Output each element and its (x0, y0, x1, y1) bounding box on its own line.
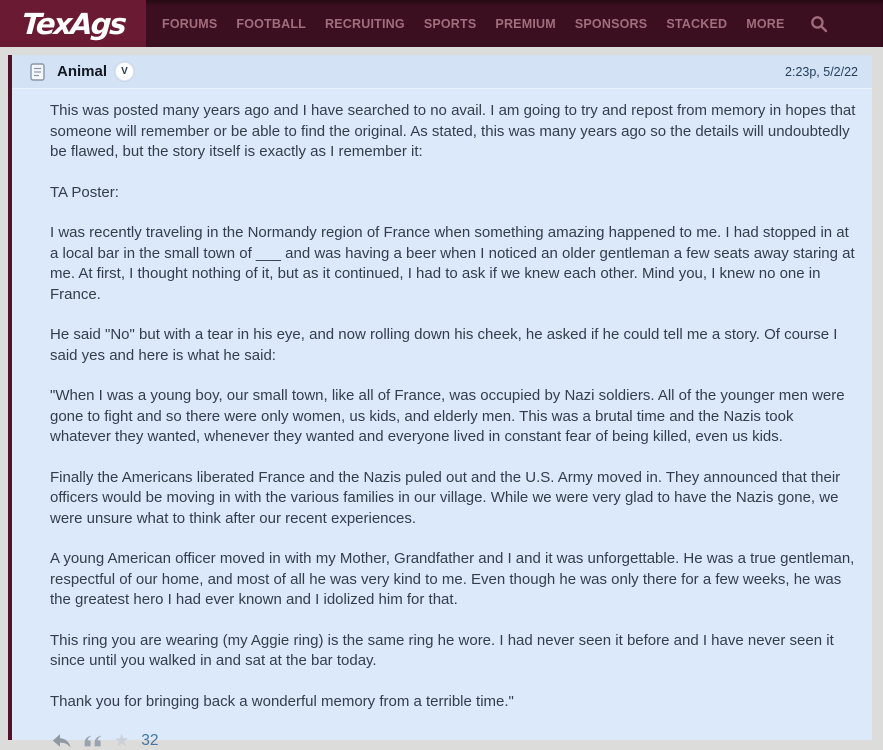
texags-logo[interactable] (0, 0, 146, 47)
nav-item-recruiting[interactable]: RECRUITING (325, 16, 405, 31)
nav-item-sports[interactable]: SPORTS (423, 16, 477, 31)
logo-text: TexAgs (20, 6, 126, 41)
post-paragraph: This ring you are wearing (my Aggie ring) is the same ring he wore. I had never seen it before and I have never seen it since until you walked in and sat at the bar today. (50, 631, 834, 669)
nav-item-sponsors[interactable]: SPONSORS (574, 16, 648, 31)
top-nav (0, 0, 883, 47)
post-paragraph: "When I was a young boy, our small town, like all of France, was occupied by Nazi soldiers. All of the younger men were gone to fight and so there were only women, us kids, and elderly men. This was a brutal time and the Nazis took whatever they wanted, whenever they wanted and everyone lived in constant fear of being killed, even us kids. (50, 387, 845, 445)
quote-icon[interactable] (83, 734, 102, 748)
post-paragraph: He said "No" but with a tear in his eye, and now rolling down his cheek, he asked if he could tell me a story. Of course I said yes and here is what he said: (50, 326, 838, 364)
post-paragraph: TA Poster: (50, 183, 119, 201)
reply-icon[interactable] (52, 733, 71, 749)
nav-item-football[interactable]: FOOTBALL (236, 16, 307, 31)
nav-item-more[interactable]: MORE (746, 16, 785, 31)
post-timestamp: 2:23p, 5/2/22 (785, 64, 858, 79)
post-footer (12, 732, 872, 750)
author-badge[interactable]: V (115, 62, 134, 81)
post-author[interactable]: Animal (57, 63, 108, 80)
post-body (12, 89, 872, 712)
memo-icon (30, 63, 45, 81)
search-icon[interactable] (810, 15, 828, 33)
post-paragraph: Thank you for bringing back a wonderful memory from a terrible time." (50, 692, 514, 710)
nav-item-stacked[interactable]: STACKED (666, 16, 728, 31)
nav-menu (162, 0, 828, 47)
post-paragraph: I was recently traveling in the Normandy region of France when something amazing happened to me. I had stopped in at a local bar in the small town of ___ and was having a beer when I noticed an older gentleman a few seats away staring at me. At first, I thought nothing of it, but as it continued, I had to ask if we knew each other. Mind you, I knew no one in France. (50, 224, 855, 303)
nav-item-forums[interactable]: FORUMS (162, 16, 218, 31)
nav-item-premium[interactable]: PREMIUM (495, 16, 556, 31)
forum-post (8, 55, 872, 750)
star-count[interactable]: 32 (141, 732, 159, 749)
post-paragraph: Finally the Americans liberated France and the Nazis puled out and the U.S. Army moved in. They announced that their officers would be moving in with the various families in our village. While we were very glad to have the Nazis gone, we were unsure what to think after our recent experiences. (50, 468, 841, 527)
star-icon[interactable]: ★ (114, 730, 130, 750)
post-paragraph: This was posted many years ago and I have searched to no avail. I am going to try and repost from memory in hopes that someone will remember or be able to find the original. As stated, this was many years ago so the details will undoubtedly be flawed, but the story itself is exactly as I remember it: (50, 102, 856, 160)
post-header (12, 55, 872, 89)
post-paragraph: A young American officer moved in with my Mother, Grandfather and I and it was unforgettable. He was a true gentleman, respectful of our home, and most of all he was very kind to me. Even though he was only there for a few weeks, he was the greatest hero I had ever known and I idolized him for that. (50, 550, 855, 608)
